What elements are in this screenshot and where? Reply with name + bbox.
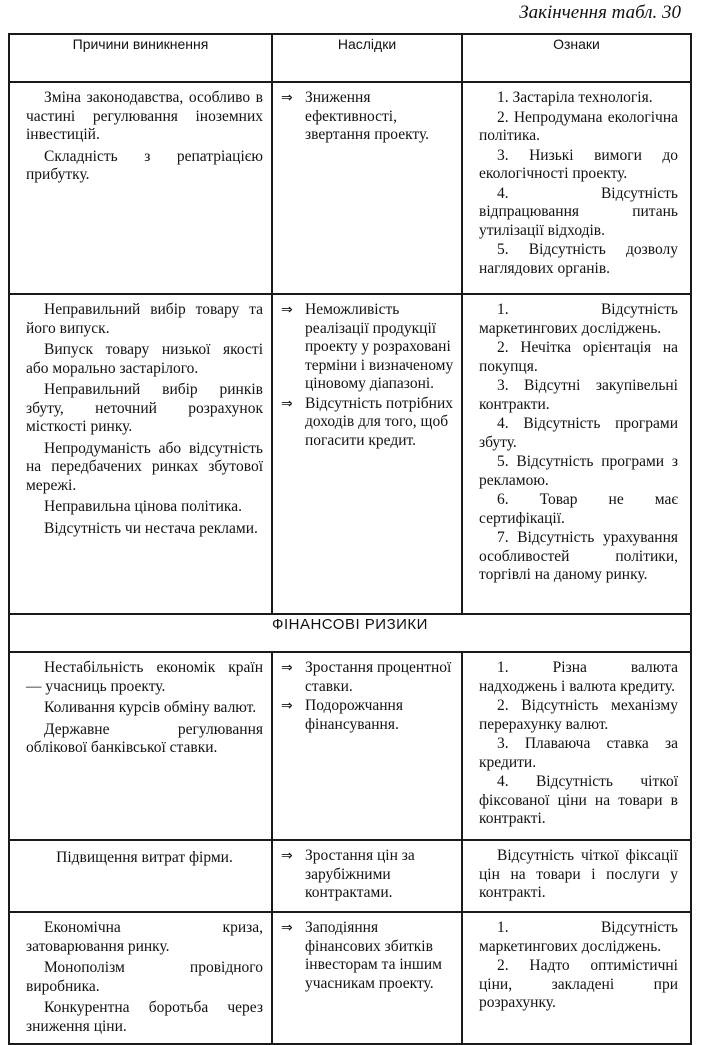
consequence-text: Відсутність потрібних доходів для того, щоб погасити кредит. [305,394,454,449]
causes-cell [9,82,272,294]
implies-arrow-icon: ⇒ [281,698,293,714]
sign-item: 2. Непродумана екологічна політика. [479,108,678,144]
cause-item: Неправильний вибір товару та його випуск. [26,301,263,337]
consequence-text: Неможливість реалізації продукції проекту у розраховані терміни і визначеному ціновому діапазоні. [305,301,454,392]
sign-item: 7. Відсутність урахування особливостей політики, торгівлі на даному ринку. [479,529,678,583]
section-row [9,614,691,652]
consequence-item [281,847,455,903]
header-signs: Ознаки [462,34,691,82]
cause-item: Нестабільність економік країн — учасниць проекту. [26,659,263,695]
consequences-cell [272,82,462,294]
implies-arrow-icon: ⇒ [281,90,293,106]
consequence-text: Зростання процентної ставки. [305,659,452,695]
signs-cell [462,840,691,912]
consequence-item [281,89,455,145]
sign-item: 6. Товар не має сертифікації. [479,491,678,527]
sign-item: 3. Плаваюча ставка за кредити. [479,735,678,771]
causes-cell [9,912,272,1044]
cause-item: Підвищення витрат фірми. [56,849,233,866]
table-row [9,840,691,912]
sign-item: 2. Відсутність механізму перерахунку валют. [479,697,678,733]
sign-item: 5. Відсутність програми з рекламою. [479,453,678,489]
table-row [9,82,691,294]
sign-item: 3. Відсутні закупівельні контракти. [479,377,678,413]
cause-item: Відсутність чи нестача реклами. [44,519,258,537]
causes-cell [9,294,272,614]
cause-item: Неправильна цінова політика. [44,498,242,515]
sign-item: 2. Надто оптимістичні ціни, закладені при розрахунку. [479,957,678,1011]
implies-arrow-icon: ⇒ [281,660,293,676]
sign-item: 1. Застаріла технологія. [497,89,653,106]
consequences-cell [272,294,462,614]
cause-item: Непродуманість або відсутність на передбачених ринках збутової мережі. [26,439,263,494]
implies-arrow-icon: ⇒ [281,920,293,936]
header-consequences: Наслідки [272,34,462,82]
sign-item: 4. Відсутність відпрацювання питань утилізації відходів. [479,184,678,239]
implies-arrow-icon: ⇒ [281,395,293,412]
cause-item: Складність з репатріацією прибутку. [26,147,263,183]
consequence-item [281,301,455,394]
signs-cell [462,294,691,614]
table-caption: Закінчення табл. 30 [519,2,681,23]
causes-cell [9,652,272,840]
table-row [9,652,691,840]
consequences-cell [272,840,462,912]
cause-item: Державне регулювання облікової банківської ставки. [26,720,263,756]
causes-cell [9,840,272,912]
consequence-text: Заподіяння фінансових збитків інвесторам та іншим учасникам проекту. [305,919,442,992]
implies-arrow-icon: ⇒ [281,302,293,318]
cause-item: Випуск товару низької якості або морально застарілого. [26,341,263,377]
consequences-cell [272,652,462,840]
sign-item: 1. Різна валюта надходжень і валюта кредиту. [479,659,678,695]
signs-cell [462,82,691,294]
sign-item: 1. Відсутність маркетингових досліджень. [479,301,678,337]
sign-item: Відсутність чіткої фіксації цін на товари і послуги у контракті. [479,847,678,901]
cause-item: Неправильний вибір ринків збуту, неточний розрахунок місткості ринку. [26,381,263,435]
sign-item: 4. Відсутність чіткої фіксованої ціни на товари в контракті. [479,773,678,827]
section-title: ФІНАНСОВІ РИЗИКИ [9,614,691,652]
sign-item: 2. Нечітка орієнтація на покупця. [479,339,678,375]
cause-item: Конкурентна боротьба через зниження ціни. [26,999,263,1035]
consequence-text: Зростання цін за зарубіжними контрактами. [305,847,415,901]
implies-arrow-icon: ⇒ [281,848,293,864]
sign-item: 3. Низькі вимоги до екологічності проекту. [479,146,678,182]
table-header-row [9,34,691,82]
table-row [9,294,691,614]
signs-cell [462,652,691,840]
consequences-cell [272,912,462,1044]
signs-cell [462,912,691,1044]
consequence-text: Подорожчання фінансування. [305,697,403,733]
table-row [9,912,691,1044]
consequence-item [281,919,455,993]
cause-item: Коливання курсів обміну валют. [44,699,257,716]
cause-item: Монополізм провідного виробника. [26,959,263,995]
consequence-item [281,395,455,451]
header-causes: Причини виникнення [9,34,272,82]
risk-table [8,33,692,1045]
sign-item: 4. Відсутність програми збуту. [479,415,678,451]
sign-item: 1. Відсутність маркетингових досліджень. [479,919,678,955]
consequence-text: Зниження ефективності, звертання проекту. [305,89,430,143]
cause-item: Зміна законодавства, особливо в частині регулювання іноземних інвестицій. [26,89,263,143]
cause-item: Економічна криза, затоварювання ринку. [26,919,263,955]
sign-item: 5. Відсутність дозволу наглядових органів. [479,241,678,277]
consequence-item [281,697,455,734]
consequence-item [281,659,455,696]
